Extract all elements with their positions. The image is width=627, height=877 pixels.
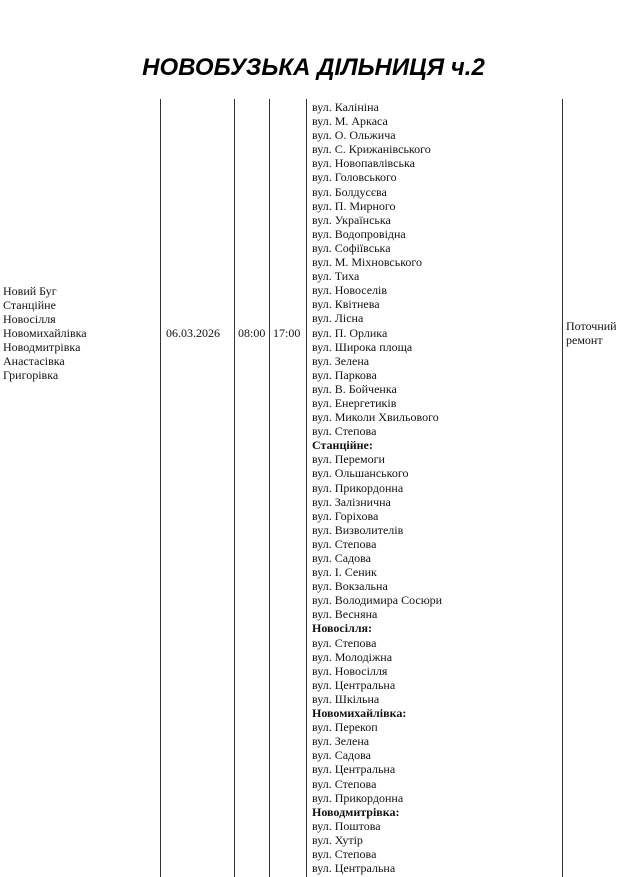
street-item: вул. Новоселів bbox=[312, 283, 388, 298]
street-item: вул. Володимира Сосюри bbox=[312, 593, 443, 608]
street-item: вул. Садова bbox=[312, 551, 371, 565]
settlement-header: Новодмитрівка: bbox=[312, 804, 400, 819]
work-type-line: Поточний bbox=[566, 319, 617, 333]
settlement-header: Новосілля: bbox=[312, 621, 373, 636]
street-item: вул. Квітнева bbox=[312, 297, 380, 312]
street-item: вул. Степова bbox=[312, 424, 377, 439]
settlement-item: Григорівка bbox=[3, 368, 59, 382]
settlement-item: Новосілля bbox=[3, 312, 56, 326]
street-item: вул. Центральна bbox=[312, 861, 396, 876]
settlement-header: Новомихайлівка: bbox=[312, 706, 407, 721]
streets-cell bbox=[312, 100, 442, 875]
street-item: вул. Зелена bbox=[312, 353, 370, 368]
street-item: вул. М. Міхновського bbox=[312, 255, 423, 270]
column-divider bbox=[562, 99, 563, 877]
street-item: вул. Болдусєва bbox=[312, 184, 387, 199]
street-item: вул. Вокзальна bbox=[312, 579, 388, 594]
street-item: вул. Поштова bbox=[312, 818, 381, 833]
street-item: вул. Степова bbox=[312, 846, 377, 861]
street-item: вул. Миколи Хвильового bbox=[312, 410, 439, 425]
street-item: вул. Степова bbox=[312, 635, 377, 650]
street-item: вул. Тиха bbox=[312, 269, 360, 284]
street-item: вул. Софіївська bbox=[312, 240, 391, 255]
settlement-item: Новий Буг bbox=[3, 284, 57, 298]
street-item: вул. Перемоги bbox=[312, 452, 385, 467]
street-item: вул. Водопровідна bbox=[312, 226, 406, 241]
street-item: вул. С. Крижанівського bbox=[312, 142, 431, 157]
street-item: вул. Шкільна bbox=[312, 691, 380, 706]
column-divider bbox=[160, 99, 161, 877]
street-item: вул. Зелена bbox=[312, 734, 370, 749]
settlement-item: Новомихайлівка bbox=[3, 326, 87, 340]
settlement-item: Анастасівка bbox=[3, 354, 65, 368]
street-item: вул. Ольшанського bbox=[312, 466, 409, 481]
street-item: вул. Центральна bbox=[312, 677, 396, 692]
street-item: вул. Калініна bbox=[312, 100, 379, 114]
street-item: вул. М. Аркаса bbox=[312, 114, 388, 129]
street-item: вул. Прикордонна bbox=[312, 790, 404, 805]
street-item: вул. Центральна bbox=[312, 762, 396, 777]
street-item: вул. Новопавлівська bbox=[312, 156, 415, 171]
street-item: вул. Весняна bbox=[312, 607, 378, 622]
street-item: вул. Визволителів bbox=[312, 522, 404, 537]
street-item: вул. П. Мирного bbox=[312, 198, 396, 213]
street-item: вул. Прикордонна bbox=[312, 480, 404, 495]
work-type-cell bbox=[566, 319, 617, 347]
street-item: вул. Новосілля bbox=[312, 663, 388, 678]
street-item: вул. Залізнична bbox=[312, 494, 391, 509]
street-item: вул. Українська bbox=[312, 212, 391, 227]
street-item: вул. Лісна bbox=[312, 311, 364, 326]
settlement-header: Станційне: bbox=[312, 438, 373, 453]
date-cell: 06.03.2026 bbox=[166, 326, 220, 340]
street-item: вул. Широка площа bbox=[312, 339, 413, 354]
street-item: вул. О. Ольжича bbox=[312, 128, 396, 143]
street-item: вул. П. Орлика bbox=[312, 325, 388, 340]
column-divider bbox=[306, 99, 307, 877]
street-item: вул. Перекоп bbox=[312, 720, 378, 735]
street-item: вул. Хутір bbox=[312, 832, 363, 847]
street-item: вул. Садова bbox=[312, 748, 371, 763]
street-item: вул. В. Бойченка bbox=[312, 381, 397, 396]
street-item: вул. Молодіжна bbox=[312, 649, 393, 664]
settlement-item: Станційне bbox=[3, 298, 56, 312]
street-item: вул. Енергетиків bbox=[312, 395, 397, 410]
time-to-cell: 17:00 bbox=[273, 326, 301, 340]
time-from-cell: 08:00 bbox=[238, 326, 266, 340]
settlements-cell bbox=[3, 284, 87, 382]
street-item: вул. Головського bbox=[312, 170, 397, 185]
page-title: НОВОБУЗЬКА ДІЛЬНИЦЯ ч.2 bbox=[142, 54, 485, 81]
street-item: вул. Паркова bbox=[312, 367, 377, 382]
street-item: вул. Горіхова bbox=[312, 508, 379, 523]
street-item: вул. Степова bbox=[312, 776, 377, 791]
work-type-line: ремонт bbox=[566, 333, 603, 347]
settlement-item: Новодмитрівка bbox=[3, 340, 81, 354]
street-item: вул. Степова bbox=[312, 536, 377, 551]
column-divider bbox=[234, 99, 235, 877]
street-item: вул. І. Сеник bbox=[312, 565, 377, 580]
column-divider bbox=[269, 99, 270, 877]
schedule-table bbox=[0, 99, 627, 877]
